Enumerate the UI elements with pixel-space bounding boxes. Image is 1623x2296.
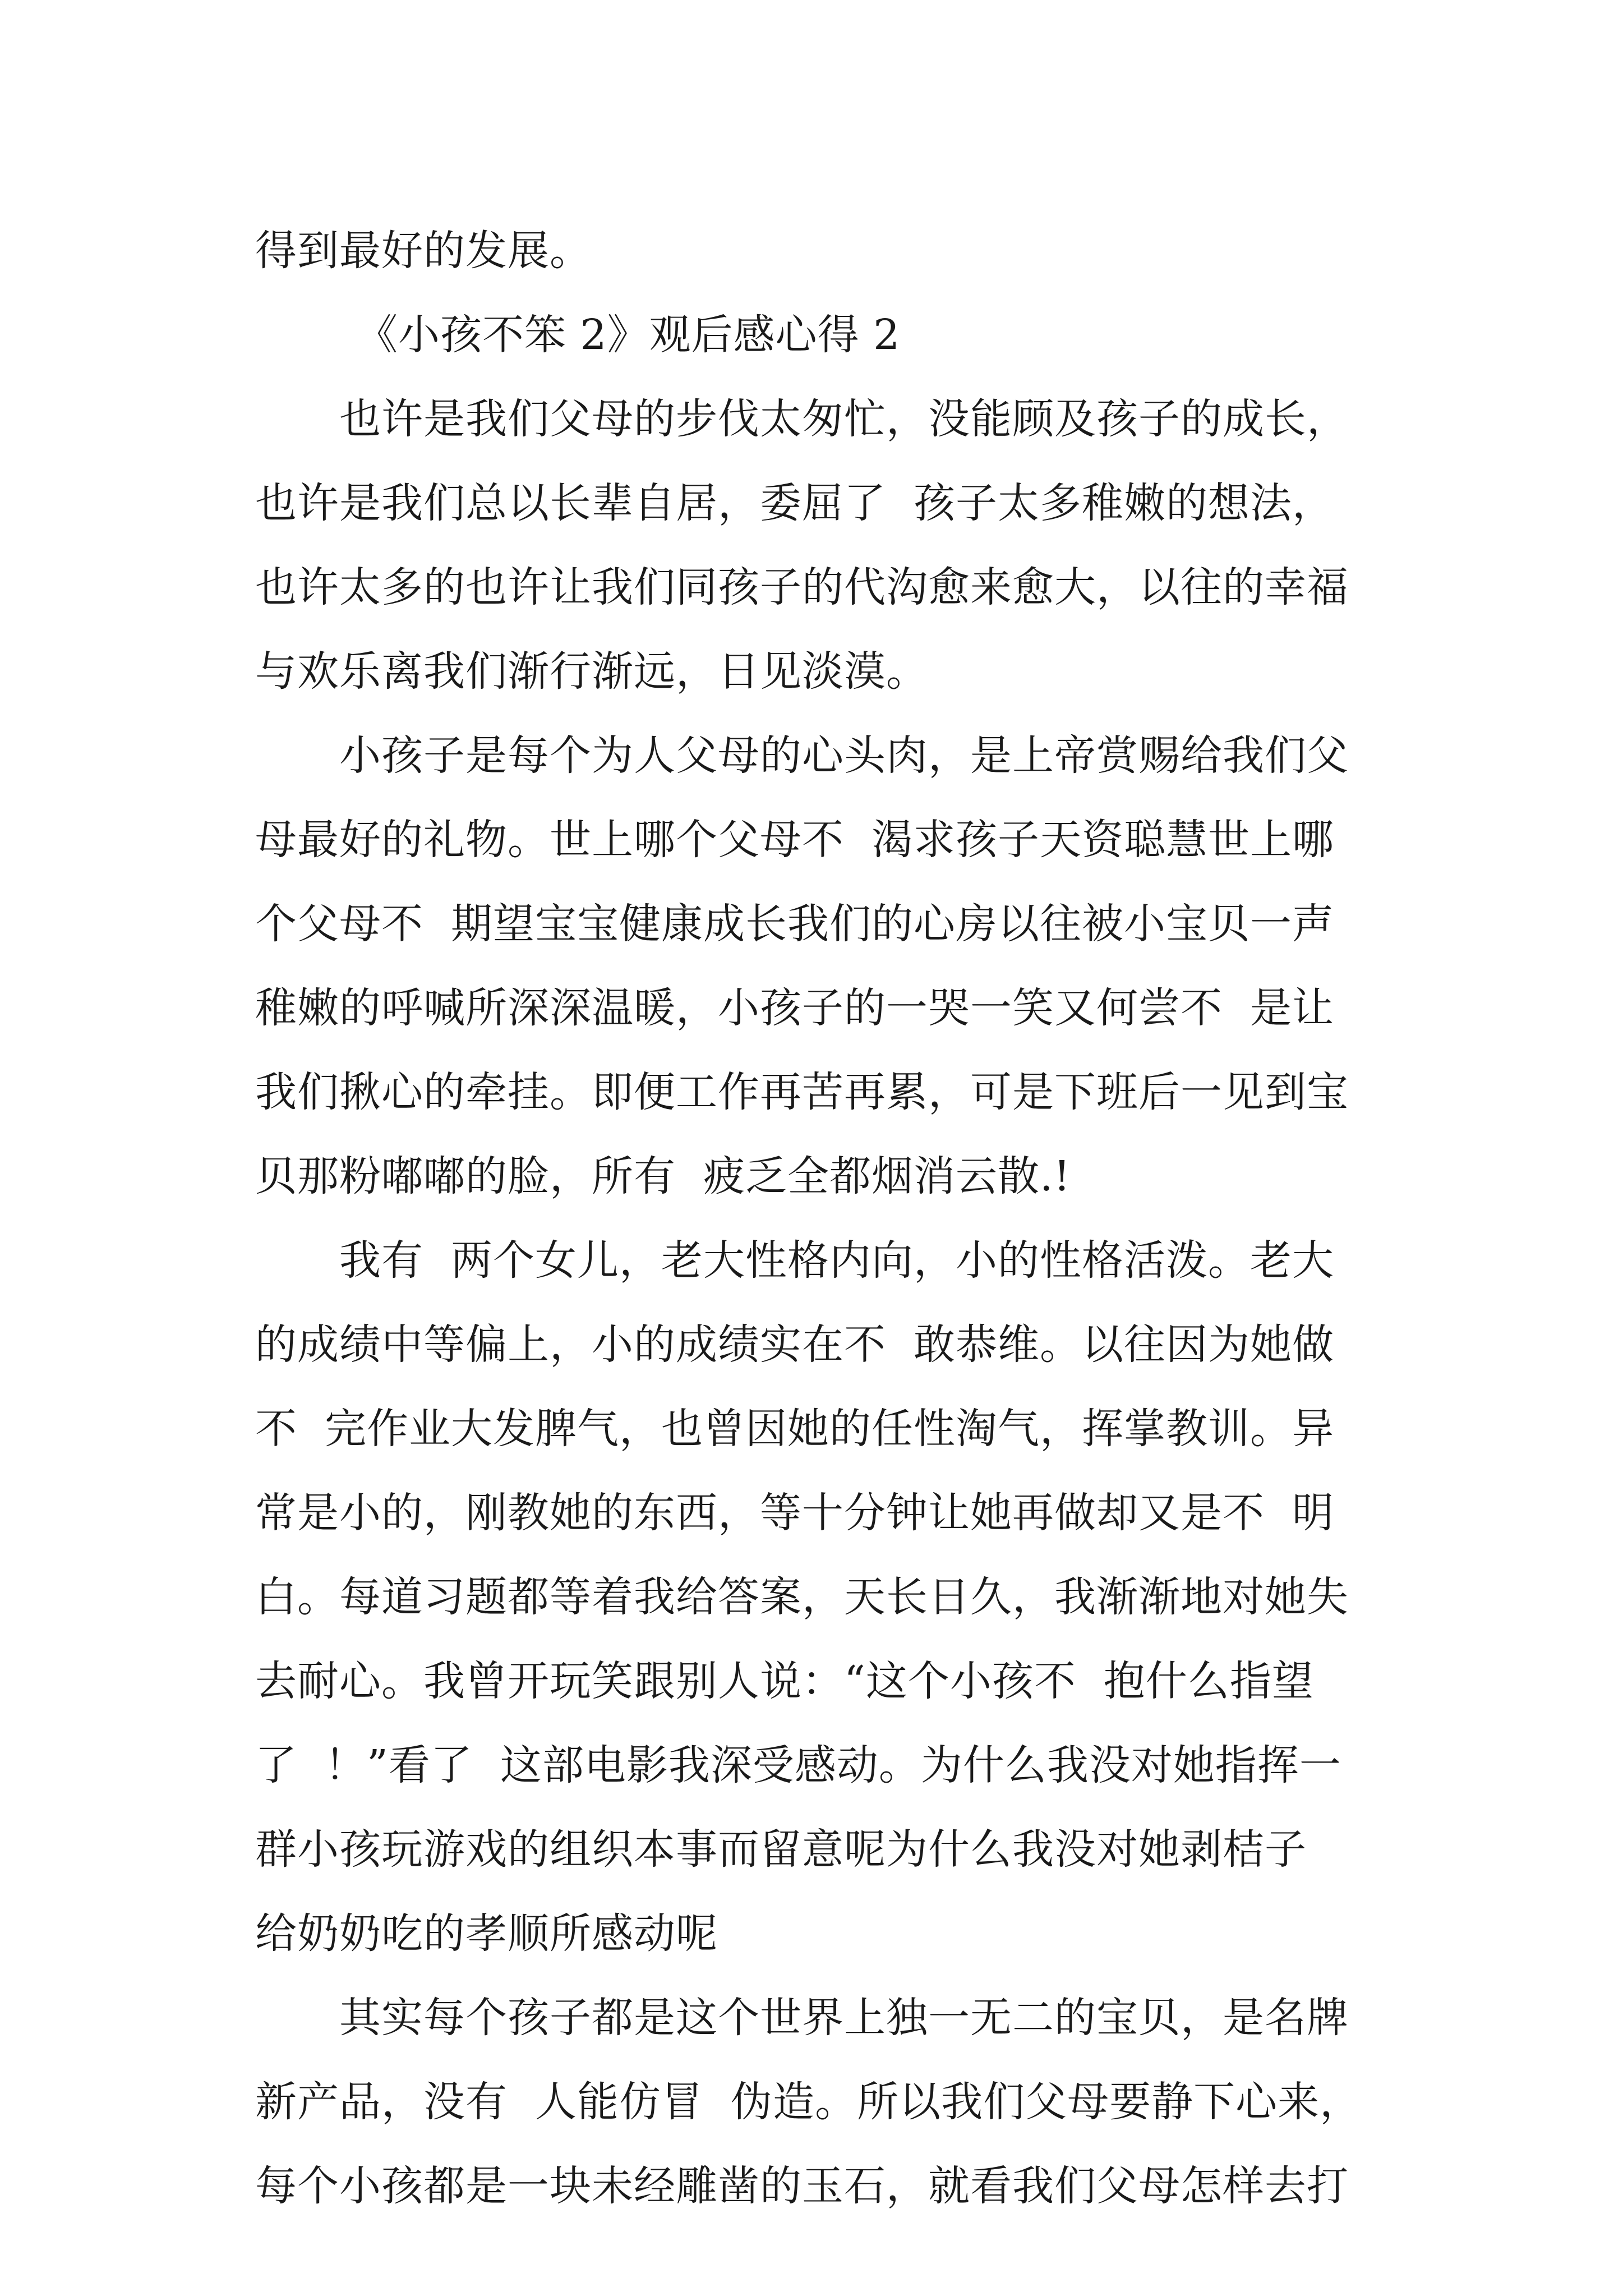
paragraph-line: 稚嫩的呼喊所深深温暖，小孩子的一哭一笑又何尝不 是让 bbox=[255, 984, 1335, 1032]
paragraph-line: 也许是我们父母的步伐太匆忙，没能顾及孩子的成长， bbox=[339, 395, 1349, 443]
paragraph-line: 的成绩中等偏上，小的成绩实在不 敢恭维。以往因为她做 bbox=[255, 1320, 1335, 1369]
paragraph-line: 我有 两个女儿，老大性格内向，小的性格活泼。老大 bbox=[339, 1236, 1335, 1285]
paragraph-line: 与欢乐离我们渐行渐远，日见淡漠。 bbox=[255, 647, 928, 696]
paragraph-line: 贝那粉嘟嘟的脸，所有 疲乏全都烟消云散.! bbox=[255, 1152, 1071, 1200]
paragraph-line: 给奶奶吃的孝顺所感动呢 bbox=[255, 1910, 718, 1958]
paragraph-line: 个父母不 期望宝宝健康成长我们的心房以往被小宝贝一声 bbox=[255, 900, 1335, 948]
paragraph-line: 新产品，没有 人能仿冒 伪造。所以我们父母要静下心来， bbox=[255, 2078, 1362, 2126]
paragraph-line: 去耐心。我曾开玩笑跟别人说：“这个小孩不 抱什么指望 bbox=[255, 1657, 1314, 1705]
paragraph-line: 群小孩玩游戏的组织本事而留意呢为什么我没对她剥桔子 bbox=[255, 1825, 1307, 1874]
paragraph-line: 也许太多的也许让我们同孩子的代沟愈来愈大，以往的幸福 bbox=[255, 563, 1349, 611]
section-title: 《小孩不笨 2》观后感心得 2 bbox=[356, 311, 901, 359]
paragraph-line: 不 完作业大发脾气，也曾因她的任性淘气，挥掌教训。异 bbox=[255, 1405, 1335, 1453]
paragraph-line: 我们揪心的牵挂。即便工作再苦再累，可是下班后一见到宝 bbox=[255, 1068, 1349, 1116]
paragraph-line: 小孩子是每个为人父母的心头肉，是上帝赏赐给我们父 bbox=[339, 731, 1349, 780]
paragraph-line: 每个小孩都是一块未经雕凿的玉石，就看我们父母怎样去打 bbox=[255, 2162, 1349, 2210]
paragraph-line: 得到最好的发展。 bbox=[255, 227, 592, 275]
paragraph-line: 母最好的礼物。世上哪个父母不 渴求孩子天资聪慧世上哪 bbox=[255, 816, 1335, 864]
paragraph-line: 也许是我们总以长辈自居，委屈了 孩子太多稚嫩的想法， bbox=[255, 479, 1335, 527]
paragraph-line: 白。每道习题都等着我给答案，天长日久，我渐渐地对她失 bbox=[255, 1573, 1349, 1621]
document-body bbox=[255, 209, 1394, 2228]
paragraph-line: 其实每个孩子都是这个世界上独一无二的宝贝，是名牌 bbox=[339, 1994, 1349, 2042]
paragraph-line: 了 ！”看了 这部电影我深受感动。为什么我没对她指挥一 bbox=[255, 1741, 1341, 1789]
paragraph-line: 常是小的，刚教她的东西，等十分钟让她再做却又是不 明 bbox=[255, 1489, 1335, 1537]
